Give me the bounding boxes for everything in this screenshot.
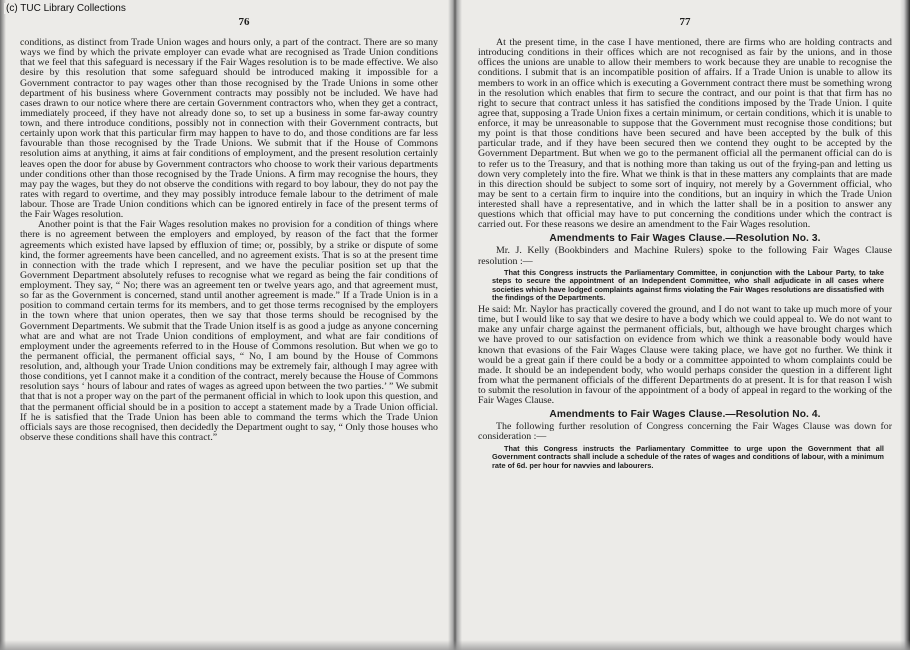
right-page-text	[478, 38, 892, 470]
paragraph: He said: Mr. Naylor has practically covered the ground, and I do not want to take up much more of your time, but I would like to say that we desire to have a body which we could appeal to. We do not want to make any unfair charge against the permanent officials, but, although we have brought charges which we have proved to our satisfaction on evidence from which we think a reasonable body would have known that evasions of the Fair Wages Clause were taking place, we have got no further. We think it would be a great gain if there could be a body or a committee appointed to whom complaints could be made. It should be an independent body, who would perhaps consider the question in a different light from what the permanent officials of the different Departments do at present. It is for that reason I wish to submit the resolution in favour of the appointment of a body of appeal in regard to the working of the Fair Wages Clause.	[478, 304, 892, 407]
section-heading-resolution-3: Amendments to Fair Wages Clause.—Resolution No. 3.	[549, 233, 821, 245]
page-edge-left	[0, 0, 6, 650]
left-page-text	[20, 38, 438, 443]
left-page	[20, 0, 438, 650]
section-heading-resolution-4: Amendments to Fair Wages Clause.—Resolution No. 4.	[549, 409, 821, 421]
resolution-text-3: That this Congress instructs the Parliamentary Committee, in conjunction with the Labour Party, to take steps to secure the appointment of an Independent Committee, who shall adjudicate in all cases where societies which have lodged complaints against firms violating the Fair Wages resolutions are dissatisfied with the findings of the Departments.	[492, 267, 884, 303]
right-page	[478, 0, 892, 650]
resolution-text-4: That this Congress instructs the Parliamentary Committee to urge upon the Government that all Government contracts shall include a schedule of the rates of wages and conditions of labour, with a minimum rate of 6d. per hour for navvies and labourers.	[492, 443, 884, 470]
page-number-left: 76	[238, 16, 250, 28]
paragraph: The following further resolution of Congress concerning the Fair Wages Clause was down for consideration :—	[478, 421, 892, 443]
page-edge-bottom	[0, 640, 910, 650]
paragraph: Another point is that the Fair Wages resolution makes no provision for a condition of things where there is no agreement between the employers and employed, by reason of the fact that the former agreements which existed have lapsed by effluxion of time; or, possibly, by a strike or dispute of some kind, the former agreements have been cancelled, and no agreement exists. That is so at the present time in connection with the trade which I represent, and we have the peculiar position set up that the Government Department absolutely refuses to recognise what we regard as being the fair conditions of employment. They say, “ No; there was an agreement ten or twelve years ago, and that agreement must, so far as the Government is concerned, stand until another agreement is made.” If a Trade Union is in a position to command certain terms for its members, and to get those terms recognised by the employers in the town where that union operates, then we say that those terms should be recognised by the Government Departments. We submit that the Trade Union itself is as good a judge as anyone concerning what are and what are not Trade Union conditions of employment, and what are fair conditions of employment under the agreements referred to in the House of Commons resolution. But when we go to the permanent official, the permanent official says, “ No, I am bound by the House of Commons resolution, and, although your Trade Union conditions may be extremely fair, although I may agree with those conditions, yet I cannot make it a condition of the contract, merely because the House of Commons resolution says ‘ hours of labour and rates of wages as agreed upon between the two parties.’ ” We submit that that is not a proper way on the part of the permanent official in which to look upon this question, and that the permanent official should be in a position to accept a statement made by a Trade Union official. If he is satisfied that the Trade Union has been able to command the terms which the Trade Union officials says are those recognised, then decidedly the Department ought to say, “ Only those houses who observe these conditions shall have this contract.”	[20, 219, 438, 443]
paragraph: Mr. J. Kelly (Bookbinders and Machine Rulers) spoke to the following Fair Wages Clause resolution :—	[478, 245, 892, 267]
page-number-right: 77	[679, 16, 691, 28]
page-edge-right	[900, 0, 910, 650]
paragraph: At the present time, in the case I have mentioned, there are firms who are holding contracts and introducing conditions in their offices which are not recognised as fair by the unions, and in those offices the unions are unable to allow their members to work because they are unable to recognise the conditions. I submit that is an incompatible position of affairs. If a Trade Union is unable to allow its members to work in an office which is executing a Government contract there must be something wrong in the resolution which enables that firm to secure the contract, and our point is that that firm has no right to secure that contract unless it has satisfied the conditions imposed by the Trade Union. I quite agree that, supposing a Trade Union fixes a certain minimum, or certain conditions, which it is unable to enforce, it may be unreasonable to suppose that the Government must recognise those conditions; but my point is that those conditions have been secured and have been accepted by the bulk of this particular trade, and if they have been secured then we contend they ought to be accepted by the Government Department. But when we go to the permanent official all the permanent official can do is to refer us to the Treasury, and that is nothing more than taking us out of the frying-pan and letting us down very completely into the fire. What we think is that in these matters any complaints that are made in this direction should be subject to some sort of inquiry, not merely by a Government official, who may be sent to a certain firm to inquire into the conditions, but an inquiry in which the Trade Union interested shall have a representative, and in which the latter shall be in a position to answer any questions which that official may have to put concerning the conditions under which the contract is carried out. For these reasons we desire an amendment to the Fair Wages resolution.	[478, 37, 892, 231]
paragraph: conditions, as distinct from Trade Union wages and hours only, a part of the contract. There are so many ways we find by which the private employer can evade what are recognised as Trade Union conditions that we feel that this safeguard is necessary if the Fair Wages resolution is to be made effective. We also desire by this resolution that some safeguard should be introduced making it impossible for a Government contractor to pay wages other than those recognised by the Trade Unions in some other department of his business where Government contracts may possibly not be included. We have had cases drawn to our notice where there are certain Government contractors who, when they get a contract, immediately proceed, if they have not already done so, to set up a business in some far-away country town, and there introduce conditions, possibly not in connection with their Government contracts, but certainly upon work that this particular firm may happen to have to do, and those conditions are far less favourable than those recognised by the Trade Unions. We submit that if the House of Commons resolution aims at anything, it aims at fair conditions of employment, and the present resolution certainly leaves open the door for abuse by Government contractors who choose to work their various departments under conditions other than those recognised by the Trade Unions. A firm may recognise the hours, they may pay the wages, but they do not observe the conditions with regard to boy labour, they do not pay the rates with regard to overtime, and they may possibly introduce female labour to the detriment of male labour. Those are Trade Union conditions which can be ignored entirely in face of the present terms of the Fair Wages resolution.	[20, 37, 438, 221]
book-gutter	[448, 0, 462, 650]
copyright-watermark: (c) TUC Library Collections	[6, 3, 126, 14]
